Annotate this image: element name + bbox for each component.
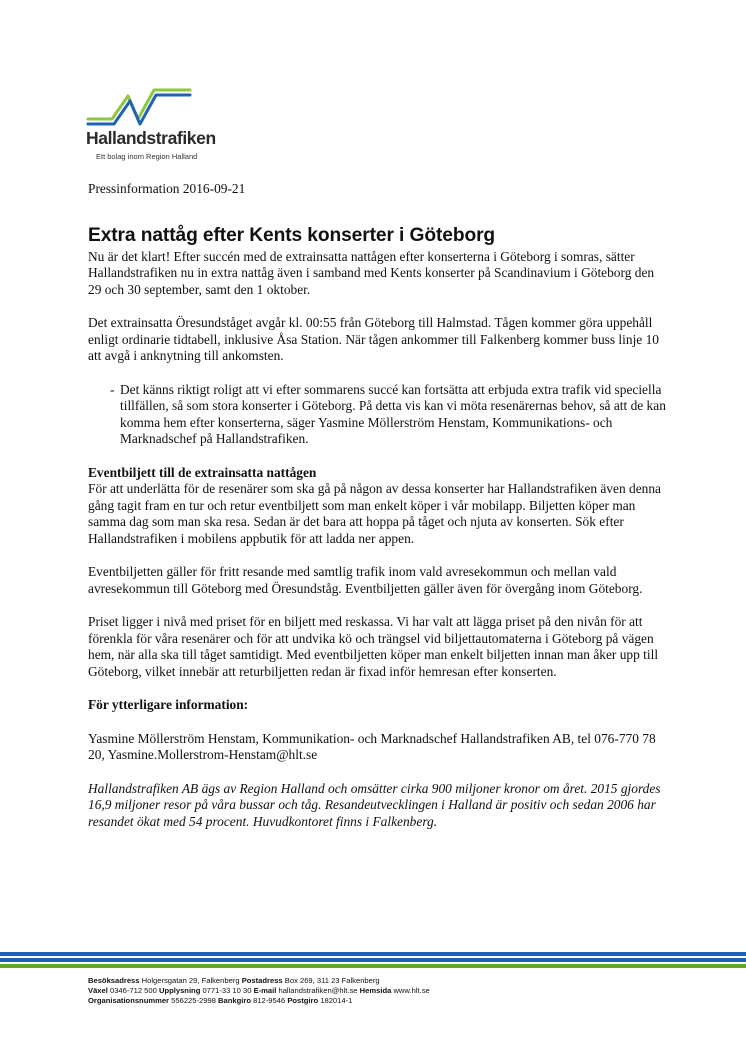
section-heading-info: För ytterligare information: [88,697,249,712]
footer-visit-label: Besöksadress [88,976,140,985]
footer-email-label: E-mail [253,986,277,996]
footer-info-value: 0771-33 10 30 [202,986,252,996]
footer-postgiro-value: 182014-1 [320,996,353,1006]
stripe-green [0,964,746,968]
ticket-paragraph: För att underlätta för de resenärer som ska gå på någon av dessa konserter har Hallandstrafiken även denna gång tagit fram en tur och retur eventbiljett som man enkelt köper i vår mobilapp. Biljetten köper man samma dag som man ska resa. Sedan är det bara att hoppa på tåget och njuta av konserten. Sök efter Hallandstrafiken i mobilens appbutik för att ladda ner appen. [88,481,661,546]
footer-info-label: Upplysning [158,986,201,996]
footer-line-contact [88,986,688,996]
press-release-body [88,181,668,830]
about-paragraph: Hallandstrafiken AB ägs av Region Halland och omsätter cirka 900 miljoner kronor om året. 2015 gjordes 16,9 miljoner resor på våra bussar och tåg. Resandeutvecklingen i Halland är positiv och sedan 2006 har resandet ökat med 54 procent. Huvudkontoret finns i Falkenberg. [88,780,661,829]
footer-email-value: hallandstrafiken@hlt.se [278,986,358,996]
footer-line-finance [88,996,688,1006]
footer-bankgiro-label: Bankgiro [218,996,251,1006]
company-logo [86,86,236,166]
footer-bankgiro-value: 812-9546 [253,996,286,1006]
quote-block [88,382,668,448]
footer-web-value: www.hlt.se [393,986,430,996]
dateline: Pressinformation 2016-09-21 [88,181,246,196]
footer-line-address [88,976,688,986]
footer-postgiro-label: Postgiro [287,996,319,1006]
footer-contact-info [88,976,688,1007]
validity-paragraph: Eventbiljetten gäller för fritt resande med samtlig trafik inom vald avresekommun och mellan vald avresekommun till Göteborg med Öresundståg. Eventbiljetten gäller även för övergång inom Göteborg. [88,564,643,596]
schedule-paragraph: Det extrainsatta Öresundståget avgår kl. 00:55 från Göteborg till Halmstad. Tågen kommer göra uppehåll enligt ordinarie tidtabell, inklusive Åsa Station. När tågen ankommer till Falkenberg kommer buss linje 10 att avgå i anknytning till ankomsten. [88,315,659,363]
footer-org-label: Organisationsnummer [88,996,170,1006]
intro-paragraph: Nu är det klart! Efter succén med de extrainsatta nattågen efter konserterna i Göteborg i somras, sätter Hallandstrafiken nu in extra nattåg även i samband med Kents konserter på Scandinavium i Göteborg den 29 och 30 september, samt den 1 oktober. [88,248,655,297]
footer-phone-label: Växel [88,986,108,996]
stripe-blue-bottom [0,958,746,962]
quote-text: Det känns riktigt roligt att vi efter sommarens succé kan fortsätta att erbjuda extra trafik vid speciella tillfällen, så som stora konserter i Göteborg. På detta vis kan vi möta resenärernas behov, så att de kan komma hem efter konserterna, säger Yasmine Möllerström Henstam, Kommunikations- och Marknadschef på Hallandstrafiken. [120,381,666,446]
footer-org-value: 556225-2998 [171,996,216,1006]
price-paragraph: Priset ligger i nivå med priset för en biljett med reskassa. Vi har valt att lägga priset på den nivån för att förenkla för våra resenärer och för att undvika kö och trängsel vid biljettautomaterna i Göteborg på vägen hem, när alla ska till tåget samtidigt. Med eventbiljetten köper man enkelt biljetten innan man åker upp till Göteborg, vilket innebär att returbiljetten redan är fixad inför hemresan efter konserten. [88,614,659,679]
logo-mark-icon [86,86,236,130]
quote-dash: - [110,381,115,397]
logo-wordmark: Hallandstrafiken [86,128,216,148]
footer-stripes [0,952,746,972]
section-heading-eventbiljett: Eventbiljett till de extrainsatta nattågen [88,464,317,480]
footer-phone-value: 0346-712 500 [109,986,157,996]
stripe-blue-top [0,952,746,956]
footer-web-label: Hemsida [359,986,392,996]
footer-post-label: Postadress [241,976,283,985]
logo-tagline: Ett bolag inom Region Halland [96,152,198,161]
contact-paragraph: Yasmine Möllerström Henstam, Kommunikation- och Marknadschef Hallandstrafiken AB, tel 076-770 78 20, Yasmine.Mollerstrom-Henstam@hlt.se [88,730,656,762]
footer-post-value: Box 269, 311 23 Falkenberg [284,976,380,985]
footer-visit-value: Holgersgatan 29, Falkenberg [141,976,240,985]
page-title: Extra nattåg efter Kents konserter i Göteborg [88,224,496,246]
